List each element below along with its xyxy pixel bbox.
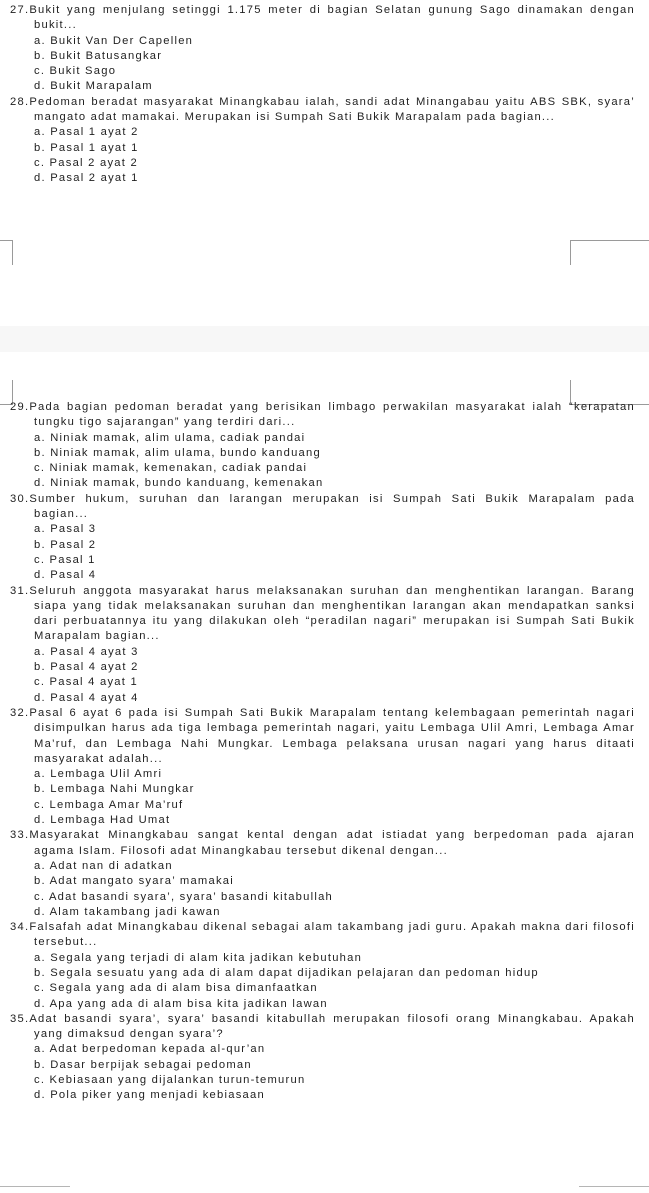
option-c: c. Lembaga Amar Ma’ruf	[34, 798, 184, 811]
page-gap	[0, 326, 649, 352]
option-c: c. Adat basandi syara’, syara’ basandi kitabullah	[34, 890, 334, 903]
question-text: 32.Pasal 6 ayat 6 pada isi Sumpah Sati Bukik Marapalam tentang kelembagaan pemerintah nagari disimpulkan harus ada tiga lembaga pemerintah nagari, yaitu Lembaga Ulil Amri, Lembaga Amar Ma’ruf, dan Lembaga Nahi Mungkar. Lembaga pelaksana urusan nagari yang harus ditaati masyarakat adalah...	[10, 706, 635, 765]
question-32	[0, 706, 649, 828]
option-d: d. Niniak mamak, bundo kanduang, kemenakan	[34, 477, 324, 490]
option-d: d. Pasal 4	[34, 569, 97, 582]
option-a: a. Adat nan di adatkan	[34, 859, 173, 872]
question-text: 28.Pedoman beradat masyarakat Minangkabau ialah, sandi adat Minangabau yaitu ABS SBK, syara’ mangato adat mamakai. Merupakan isi Sumpah Sati Bukik Marapalam pada bagian...	[10, 95, 635, 124]
question-text: 33.Masyarakat Minangkabau sangat kental dengan adat istiadat yang berpedoman pada ajaran agama Islam. Filosofi adat Minangkabau tersebut dikenal dengan...	[10, 829, 635, 857]
option-b: b. Adat mangato syara’ mamakai	[34, 875, 235, 888]
question-27	[0, 3, 649, 95]
option-c: c. Pasal 2 ayat 2	[34, 156, 138, 169]
option-d: d. Pasal 4 ayat 4	[34, 691, 139, 704]
option-b: b. Dasar berpijak sebagai pedoman	[34, 1058, 252, 1071]
option-d: d. Lembaga Had Umat	[34, 814, 171, 827]
option-b: b. Pasal 1 ayat 1	[34, 141, 139, 154]
question-text: 29.Pada bagian pedoman beradat yang berisikan limbago perwakilan masyarakat ialah “kerapatan tungku tigo sajarangan” yang terdiri dari...	[10, 401, 635, 429]
question-text: 31.Seluruh anggota masyarakat harus melaksanakan suruhan dan menghentikan larangan. Barang siapa yang tidak melaksanakan suruhan dan menghentikan larangan akan mendapatkan sanksi dari perbuatannya itu yang dilakukan oleh “peradilan nagari” merupakan isi Sumpah Sati Bukik Marapalam bagian...	[10, 584, 635, 643]
option-c: c. Kebiasaan yang dijalankan turun-temurun	[34, 1074, 306, 1087]
page-corner-mark	[0, 240, 13, 265]
option-b: b. Bukit Batusangkar	[34, 49, 163, 62]
question-text: 35.Adat basandi syara’, syara’ basandi kitabullah merupakan filosofi orang Minangkabau. Apakah yang dimaksud dengan syara’?	[10, 1012, 635, 1041]
option-c: c. Pasal 4 ayat 1	[34, 676, 138, 689]
page-2	[0, 400, 649, 1104]
option-a: a. Pasal 1 ayat 2	[34, 126, 139, 139]
question-31	[0, 584, 649, 706]
question-text: 34.Falsafah adat Minangkabau dikenal sebagai alam takambang jadi guru. Apakah makna dari filosofi tersebut...	[10, 921, 635, 949]
option-c: c. Segala yang ada di alam bisa dimanfaatkan	[34, 982, 318, 995]
question-text: 30.Sumber hukum, suruhan dan larangan merupakan isi Sumpah Sati Bukik Marapalam pada bagian...	[10, 492, 635, 521]
question-35	[0, 1012, 649, 1104]
option-a: a. Adat berpedoman kepada al-qur’an	[34, 1043, 266, 1056]
option-b: b. Lembaga Nahi Mungkar	[34, 783, 195, 796]
option-d: d. Apa yang ada di alam bisa kita jadikan lawan	[34, 997, 328, 1010]
option-a: a. Segala yang terjadi di alam kita jadikan kebutuhan	[34, 951, 363, 964]
option-c: c. Niniak mamak, kemenakan, cadiak pandai	[34, 462, 308, 475]
question-text: 27.Bukit yang menjulang setinggi 1.175 meter di bagian Selatan gunung Sago dinamakan dengan bukit...	[10, 4, 635, 32]
option-d: d. Alam takambang jadi kawan	[34, 905, 221, 918]
option-b: b. Niniak mamak, alim ulama, bundo kanduang	[34, 446, 321, 459]
option-b: b. Pasal 4 ayat 2	[34, 661, 139, 674]
option-a: a. Lembaga Ulil Amri	[34, 768, 163, 781]
question-29	[0, 400, 649, 492]
question-28	[0, 95, 649, 187]
option-c: c. Bukit Sago	[34, 65, 117, 78]
option-b: b. Segala sesuatu yang ada di alam dapat dijadikan pelajaran dan pedoman hidup	[34, 966, 539, 979]
question-33	[0, 828, 649, 920]
page-corner-mark	[570, 240, 649, 265]
question-30	[0, 492, 649, 584]
option-a: a. Pasal 3	[34, 523, 97, 536]
option-a: a. Niniak mamak, alim ulama, cadiak pandai	[34, 431, 306, 444]
option-a: a. Bukit Van Der Capellen	[34, 34, 194, 47]
option-d: d. Pola piker yang menjadi kebiasaan	[34, 1089, 265, 1102]
option-d: d. Bukit Marapalam	[34, 80, 153, 93]
option-b: b. Pasal 2	[34, 538, 97, 551]
question-34	[0, 920, 649, 1012]
option-c: c. Pasal 1	[34, 553, 96, 566]
option-d: d. Pasal 2 ayat 1	[34, 172, 139, 185]
option-a: a. Pasal 4 ayat 3	[34, 645, 139, 658]
page-1	[0, 0, 649, 187]
